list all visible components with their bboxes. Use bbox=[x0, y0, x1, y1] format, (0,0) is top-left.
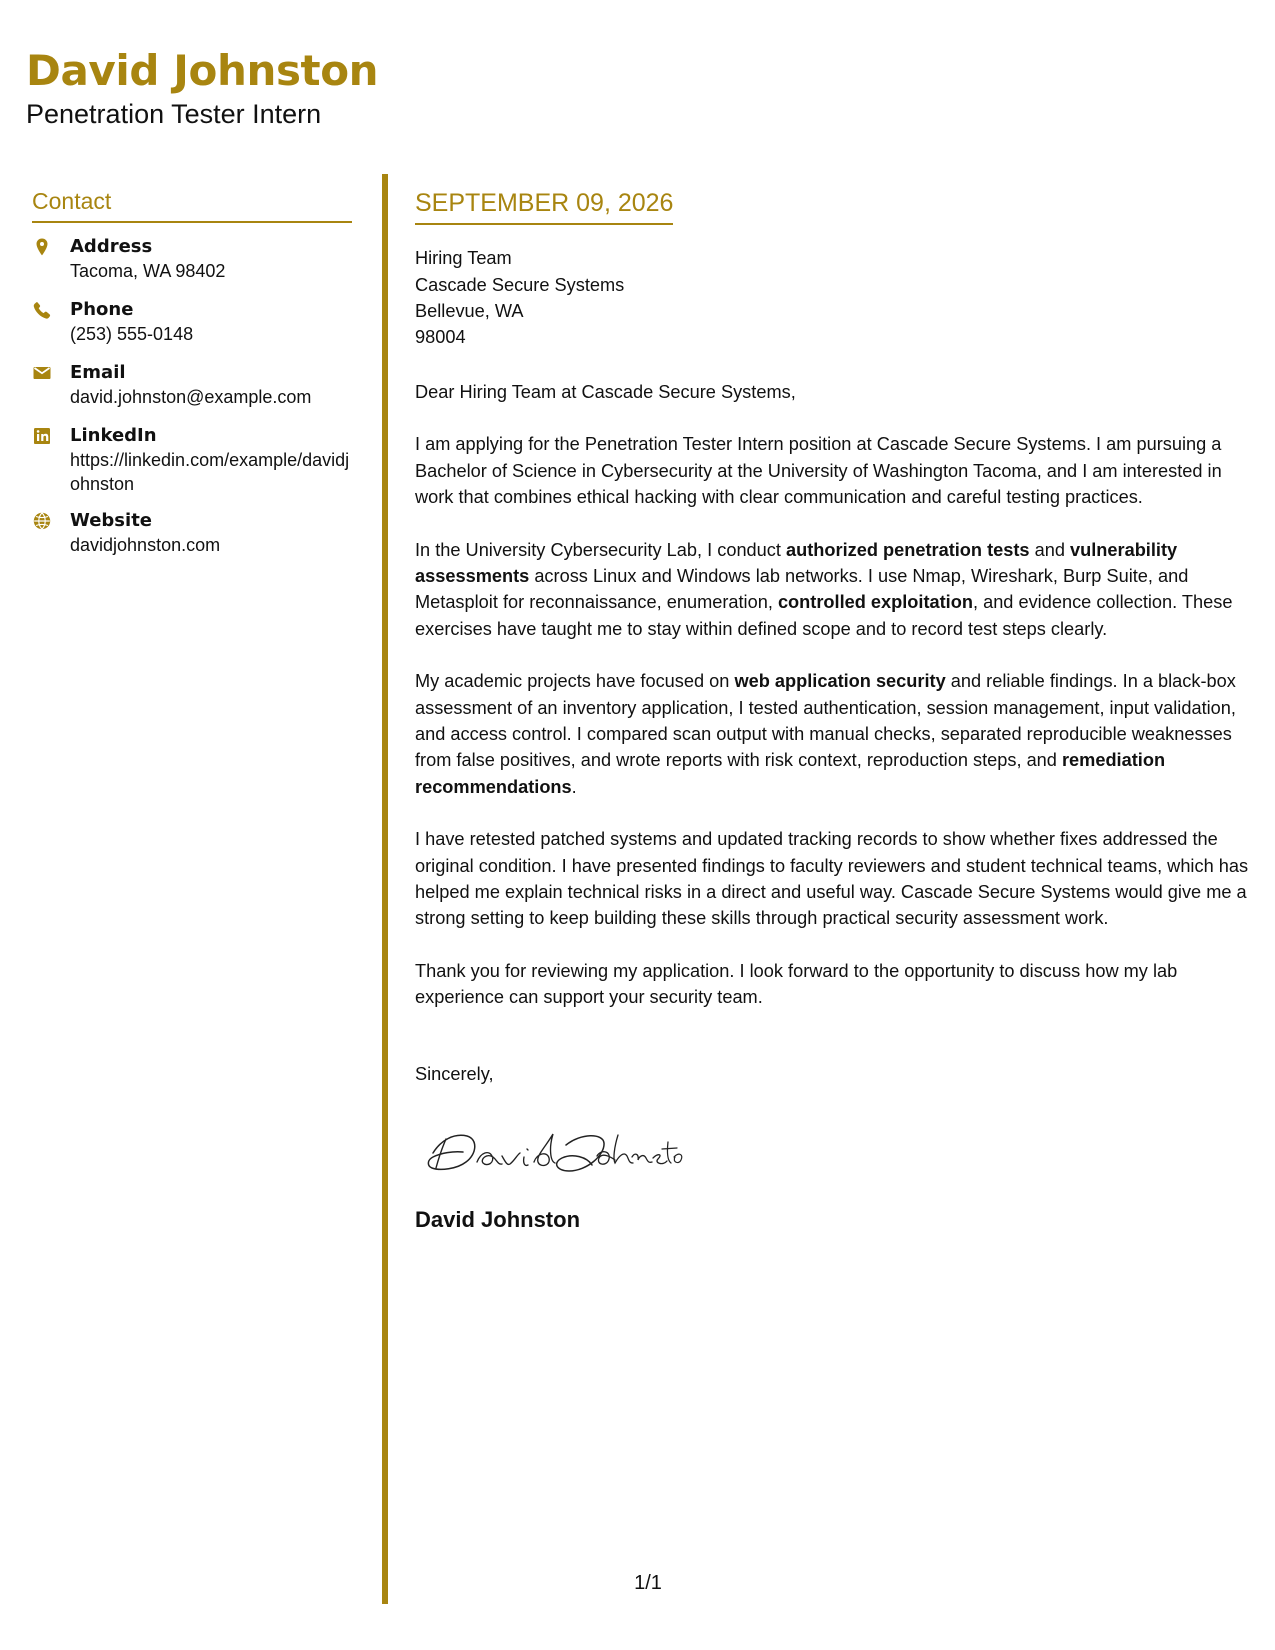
recipient-address bbox=[415, 245, 1255, 351]
globe-icon bbox=[32, 511, 52, 531]
paragraph-text: . bbox=[571, 776, 577, 797]
contact-item-address bbox=[32, 235, 352, 285]
paragraph-text: Thank you for reviewing my application. I look forward to the opportunity to discuss how my lab experience can support your security team. bbox=[415, 960, 1178, 1008]
applicant-job-title: Penetration Tester Intern bbox=[26, 99, 322, 129]
contact-label: Email bbox=[70, 361, 126, 383]
letter-paragraphs bbox=[415, 431, 1255, 1010]
body-paragraph bbox=[415, 537, 1255, 643]
contact-value[interactable]: https://linkedin.com/example/davidjohnston bbox=[70, 449, 350, 494]
paragraph-text: and bbox=[1029, 539, 1070, 560]
emphasized-text: vulnerability assessments bbox=[415, 539, 1178, 586]
letter-date: SEPTEMBER 09, 2026 bbox=[415, 188, 673, 225]
emphasized-text: controlled exploitation bbox=[777, 592, 973, 613]
salutation: Dear Hiring Team at Cascade Secure Systems, bbox=[415, 381, 796, 402]
map-pin-icon bbox=[32, 237, 52, 257]
paragraph-text: I have retested patched systems and updated tracking records to show whether fixes addressed the original condition. I have presented findings to faculty reviewers and student technical teams, which has helped me explain technical risks in a direct and useful way. Cascade Secure Systems would give me a strong setting to keep building these skills through practical security assessment work. bbox=[415, 829, 1249, 929]
contact-list bbox=[32, 235, 352, 559]
contact-item-linkedin[interactable] bbox=[32, 424, 352, 496]
body-paragraph bbox=[415, 668, 1255, 800]
signed-name: David Johnston bbox=[415, 1207, 581, 1232]
envelope-icon bbox=[32, 363, 52, 383]
paragraph-text: I am applying for the Penetration Tester Intern position at Cascade Secure Systems. I am pursuing a Bachelor of Science in Cybersecurity at the University of Washington Tacoma, and I am interested in work that combines ethical hacking with clear communication and careful testing practices. bbox=[415, 434, 1222, 508]
recipient-line: Hiring Team bbox=[415, 248, 512, 269]
closing: Sincerely, bbox=[415, 1063, 494, 1084]
paragraph-text: In the University Cybersecurity Lab, I conduct bbox=[415, 539, 786, 560]
contact-value[interactable]: davidjohnston.com bbox=[70, 534, 221, 555]
vertical-divider bbox=[382, 174, 388, 1604]
applicant-name: David Johnston bbox=[26, 46, 379, 95]
phone-icon bbox=[32, 300, 52, 320]
linkedin-icon bbox=[32, 426, 52, 446]
recipient-line: Bellevue, WA bbox=[415, 301, 524, 322]
contact-label: LinkedIn bbox=[70, 424, 157, 446]
page-number: 1/1 bbox=[634, 1572, 662, 1594]
body-paragraph bbox=[415, 826, 1255, 932]
contact-heading: Contact bbox=[32, 188, 352, 223]
contact-value: Tacoma, WA 98402 bbox=[70, 260, 226, 281]
contact-label: Address bbox=[70, 235, 153, 257]
paragraph-text: and reliable findings. In a black-box assessment of an inventory application, I tested authentication, session management, input validation, and access control. I compared scan output with manual checks, separated reproducible weaknesses from false positives, and wrote reports with risk context, reproduction steps, and bbox=[415, 671, 1236, 771]
handwritten-signature bbox=[423, 1118, 683, 1180]
emphasized-text: web application security bbox=[734, 671, 946, 692]
contact-label: Phone bbox=[70, 298, 134, 320]
contact-sidebar bbox=[32, 188, 352, 572]
contact-value[interactable]: david.johnston@example.com bbox=[70, 386, 312, 407]
contact-item-phone bbox=[32, 298, 352, 348]
contact-item-website[interactable] bbox=[32, 509, 352, 559]
emphasized-text: remediation recommendations bbox=[415, 750, 1166, 797]
body-paragraph bbox=[415, 958, 1255, 1011]
contact-label: Website bbox=[70, 509, 153, 531]
contact-value: (253) 555-0148 bbox=[70, 323, 194, 344]
paragraph-text: across Linux and Windows lab networks. I use Nmap, Wireshark, Burp Suite, and Metasploit for reconnaissance, enumeration, bbox=[415, 565, 1189, 613]
recipient-line: 98004 bbox=[415, 327, 466, 348]
paragraph-text: , and evidence collection. These exercises have taught me to stay within defined scope and to record test steps clearly. bbox=[415, 592, 1233, 639]
emphasized-text: authorized penetration tests bbox=[786, 539, 1030, 560]
letter-body bbox=[415, 188, 1255, 1234]
recipient-line: Cascade Secure Systems bbox=[415, 274, 625, 295]
contact-item-email[interactable] bbox=[32, 361, 352, 411]
body-paragraph bbox=[415, 431, 1255, 510]
paragraph-text: My academic projects have focused on bbox=[415, 671, 735, 692]
